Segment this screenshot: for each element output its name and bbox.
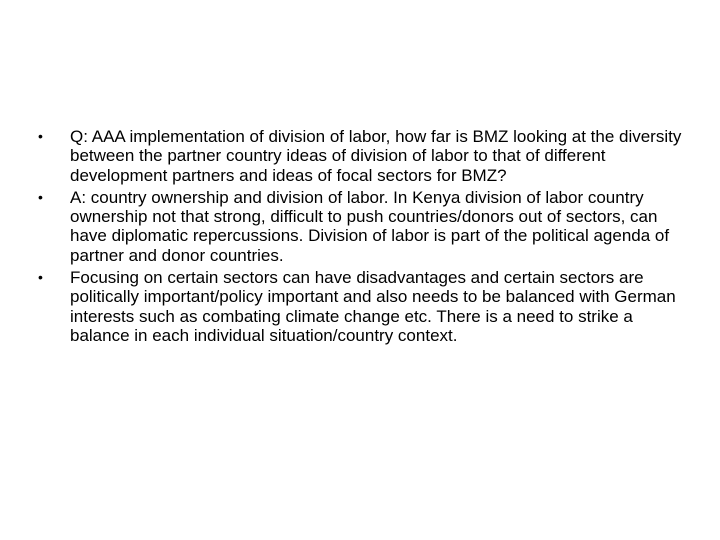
bullet-item-question	[38, 127, 688, 185]
bullet-marker: •	[38, 269, 43, 286]
bullet-text-answer: A: country ownership and division of labor. In Kenya division of labor country ownership not that strong, difficult to push countries/donors out of sectors, can have diplomatic repercussions. Division of labor is part of the political agenda of partner and donor countries.	[70, 187, 670, 265]
bullet-list	[38, 127, 688, 348]
bullet-item-answer	[38, 188, 688, 265]
bullet-text-question: Q: AAA implementation of division of labor, how far is BMZ looking at the diversity between the partner country ideas of division of labor to that of different development partners and ideas of focal sectors for BMZ?	[70, 127, 682, 185]
bullet-text-sectors: Focusing on certain sectors can have disadvantages and certain sectors are politically important/policy important and also needs to be balanced with German interests such as combating climate change etc. There is a need to strike a balance in each individual situation/country context.	[70, 268, 676, 345]
bullet-item-sectors	[38, 268, 688, 345]
bullet-marker: •	[38, 128, 43, 144]
bullet-marker: •	[38, 188, 43, 205]
